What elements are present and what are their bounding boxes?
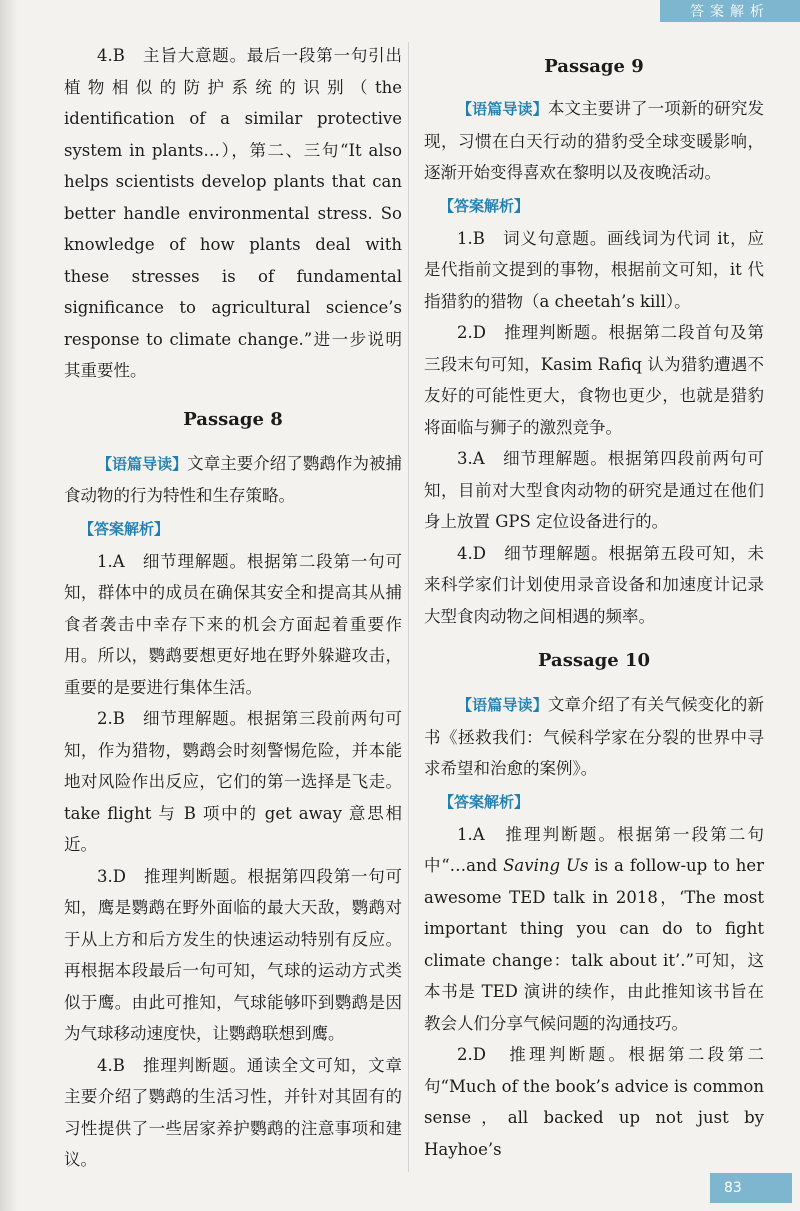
passage8-answer-2: 2.B 细节理解题。根据第三段前两句可知，作为猎物，鹦鹉会时刻警惕危险，并本能地对风险作出反应，它们的第一选择是飞走。take flight 与 B 项中的 get away 意思相近。: [64, 709, 402, 854]
section-tab: [660, 0, 800, 22]
right-column: [424, 46, 764, 1165]
page-number: 83: [724, 1180, 742, 1196]
passage8-title: Passage 8: [183, 408, 283, 430]
guide-text: 文章介绍了有关气候变化的新书《拯救我们：气候科学家在分裂的世界中寻求希望和治愈的案例》。: [424, 695, 765, 778]
answer-1-text-a: 1.A 推理判断题。根据第一段第二句中“…and: [424, 824, 764, 875]
guide-tag: 【语篇导读】: [97, 454, 188, 473]
guide-tag: 【语篇导读】: [457, 100, 548, 118]
section-tab-label: 答案解析: [690, 4, 770, 20]
passage10-answer-1: [424, 819, 764, 1040]
passage8-answer-3: 3.D 推理判断题。根据第四段第一句可知，鹰是鹦鹉在野外面临的最大天敌，鹦鹉对于从上方和后方发生的快速运动特别有反应。再根据本段最后一句可知，气球的运动方式类似于鹰。由此可推知，气球能够吓到鹦鹉是因为气球移动速度快，让鹦鹉联想到鹰。: [64, 866, 402, 1043]
passage9-guide: [424, 93, 764, 189]
passage7-answer-4: 4.B 主旨大意题。最后一段第一句引出植物相似的防护系统的识别（the identification of a similar protective system in plants…），第二、三句“It also helps scientists develop plants that can better handle environmental stress. So knowledge of how plants deal with these stresses is of fundamental significance to agricultural science’s response to climate change.”进一步说明其重要性。: [64, 46, 402, 380]
book-title: Saving Us: [503, 856, 589, 875]
passage8-answer-heading: [64, 514, 402, 544]
guide-text: 本文主要讲了一项新的研究发现，习惯在白天行动的猎豹受全球变暖影响，逐渐开始变得喜欢在黎明以及夜晚活动。: [424, 99, 765, 182]
answer-tag: 【答案解析】: [439, 196, 530, 215]
passage8-answer-4: 4.B 推理判断题。通读全文可知，文章主要介绍了鹦鹉的生活习性，并针对其固有的习性提供了一些居家养护鹦鹉的注意事项和建议。: [64, 1055, 402, 1169]
passage9-title: Passage 9: [544, 56, 644, 77]
passage10-guide: [424, 689, 764, 785]
passage10-answer-heading: [424, 787, 764, 817]
answer-1-text-b: is a follow-up to her awesome TED talk in 2018，‘The most important thing you can do to fight climate change：talk about it’.”可知，这本书是 TED 演讲的续作，由此推知该书旨在教会人们分享气候问题的沟通技巧。: [424, 856, 764, 1033]
passage10-title: Passage 10: [538, 650, 650, 671]
page-number-badge: [710, 1173, 792, 1203]
passage9-answer-2: 2.D 推理判断题。根据第二段首句及第三段末句可知，Kasim Rafiq 认为猎豹遭遇不友好的可能性更大，食物也更少，也就是猎豹将面临与狮子的激烈竞争。: [424, 323, 764, 437]
column-divider: [408, 42, 409, 1172]
answer-tag: 【答案解析】: [439, 792, 530, 811]
passage9-answer-3: 3.A 细节理解题。根据第四段前两句可知，目前对大型食肉动物的研究是通过在他们身上放置 GPS 定位设备进行的。: [424, 449, 764, 531]
passage10-answer-2: 2.D 推理判断题。根据第二段第二句“Much of the book’s advice is common sense，all backed up not just by Hayhoe’s: [424, 1045, 764, 1159]
passage9-answer-1: 1.B 词义句意题。画线词为代词 it，应是代指前文提到的事物，根据前文可知，it 代指猎豹的猎物（a cheetah’s kill）。: [424, 228, 764, 311]
left-column: [64, 40, 402, 1176]
guide-text: 文章主要介绍了鹦鹉作为被捕食动物的行为特性和生存策略。: [64, 453, 402, 505]
guide-tag: 【语篇导读】: [457, 696, 548, 714]
page-binding-shadow: [0, 0, 18, 1211]
passage9-answer-4: 4.D 细节理解题。根据第五段可知，未来科学家们计划使用录音设备和加速度计记录大型食肉动物之间相遇的频率。: [424, 543, 764, 626]
passage8-answer-1: 1.A 细节理解题。根据第二段第一句可知，群体中的成员在确保其安全和提高其从捕食者袭击中幸存下来的机会方面起着重要作用。所以，鹦鹉要想更好地在野外躲避攻击，重要的是要进行集体生活。: [64, 551, 402, 697]
passage8-guide: [64, 448, 402, 512]
passage9-answer-heading: [424, 191, 764, 221]
answer-tag: 【答案解析】: [79, 519, 170, 538]
